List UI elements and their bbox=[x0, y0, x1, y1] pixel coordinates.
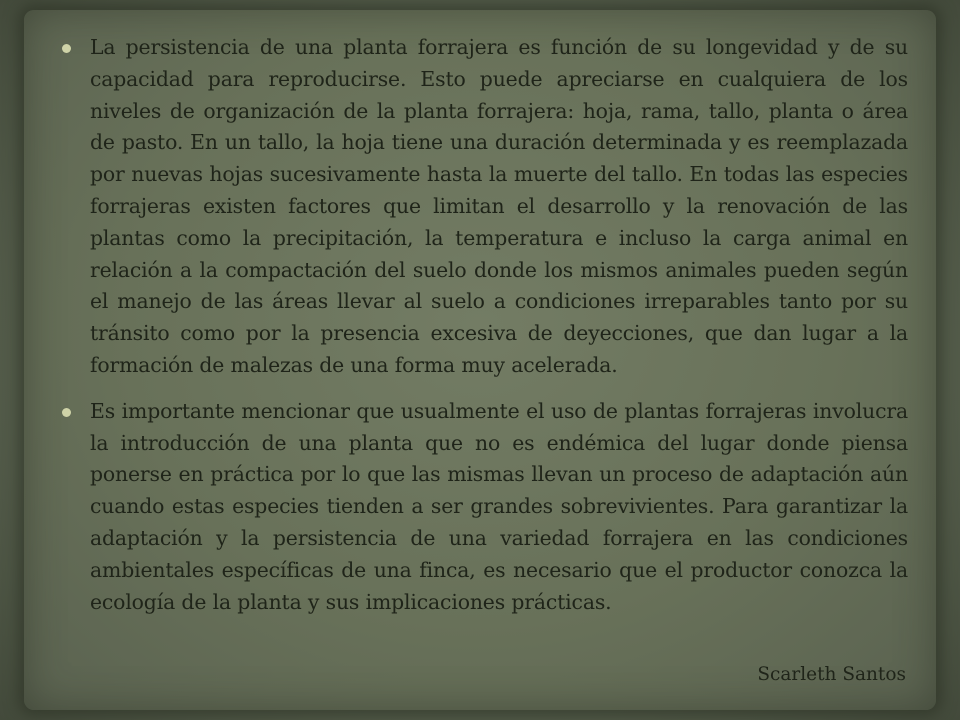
paragraph-text: La persistencia de una planta forrajera es función de su longevidad y de su capacidad para reproducirse. Esto puede apreciarse en cualquiera de los niveles de organización de la planta forrajera: hoja, rama, tallo, planta o área de pasto. En un tallo, la hoja tiene una duración determinada y es reemplazada por nuevas hojas sucesivamente hasta la muerte del tallo. En todas las especies forrajeras existen factores que limitan el desarrollo y la renovación de las plantas como la precipitación, la temperatura e incluso la carga animal en relación a la compactación del suelo donde los mismos animales pueden según el manejo de las áreas llevar al suelo a condiciones irreparables tanto por su tránsito como por la presencia excesiva de deyecciones, que dan lugar a la formación de malezas de una forma muy acelerada. bbox=[90, 35, 908, 377]
paragraph-adaptacion bbox=[62, 396, 908, 619]
bullet-dot-icon bbox=[62, 44, 71, 53]
paragraph-text: Es importante mencionar que usualmente el uso de plantas forrajeras involucra la introducción de una planta que no es endémica del lugar donde piensa ponerse en práctica por lo que las mismas llevan un proceso de adaptación aún cuando estas especies tienden a ser grandes sobrevivientes. Para garantizar la adaptación y la persistencia de una variedad forrajera en las condiciones ambientales específicas de una finca, es necesario que el productor conozca la ecología de la planta y sus implicaciones prácticas. bbox=[90, 398, 908, 614]
bullet-dot-icon bbox=[62, 408, 71, 417]
author-signature: Scarleth Santos bbox=[757, 664, 906, 685]
paragraph-persistencia bbox=[62, 32, 908, 382]
slide-body bbox=[62, 32, 908, 618]
